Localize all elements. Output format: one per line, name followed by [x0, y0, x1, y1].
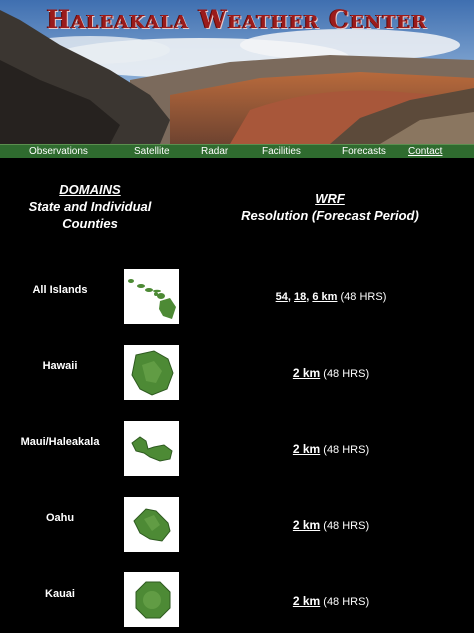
oahu-map-thumbnail[interactable] [124, 497, 179, 552]
domain-name-maui-haleakala: Maui/Haleakala [20, 436, 100, 448]
nav-contact[interactable]: Contact [408, 146, 443, 157]
kauai-island-icon [124, 572, 179, 627]
link-2km-oahu[interactable]: 2 km [292, 518, 321, 532]
wrf-resolution-kauai [236, 594, 426, 608]
main-navigation [0, 144, 474, 158]
all-islands-map-icon [124, 269, 179, 324]
domains-subtitle-line2: Counties [62, 216, 118, 231]
link-2km-kauai[interactable]: 2 km [292, 594, 321, 608]
maui-island-icon [124, 421, 179, 476]
link-6km[interactable]: 6 km [312, 291, 338, 303]
forecast-period: (48 HRS) [323, 596, 370, 608]
domain-name-all-islands: All Islands [32, 284, 88, 296]
oahu-island-icon [124, 497, 179, 552]
domains-header [10, 181, 170, 232]
nav-observations[interactable]: Observations [29, 146, 88, 157]
domain-name-oahu: Oahu [45, 512, 75, 524]
link-2km-hawaii[interactable]: 2 km [292, 366, 321, 380]
domains-title: DOMAINS [59, 182, 121, 197]
site-title: Haleakala Weather Center [46, 5, 428, 34]
link-18km[interactable]: 18 [294, 291, 307, 303]
hawaii-map-thumbnail[interactable] [124, 345, 179, 400]
wrf-resolution-maui [236, 442, 426, 456]
link-2km-maui[interactable]: 2 km [292, 442, 321, 456]
wrf-resolution-all-islands: 54, 18, 6 km (48 HRS) [275, 291, 387, 303]
nav-facilities[interactable]: Facilities [262, 146, 301, 157]
domain-name-kauai: Kauai [45, 588, 75, 600]
wrf-resolution-oahu [236, 518, 426, 532]
hawaii-island-icon [124, 345, 179, 400]
nav-satellite[interactable]: Satellite [134, 146, 170, 157]
wrf-header [220, 190, 440, 224]
kauai-map-thumbnail[interactable] [124, 572, 179, 627]
maui-map-thumbnail[interactable] [124, 421, 179, 476]
nav-radar[interactable]: Radar [201, 146, 229, 157]
wrf-title: WRF [315, 191, 345, 206]
all-islands-map-thumbnail[interactable] [124, 269, 179, 324]
forecast-period: (48 HRS) [323, 444, 370, 456]
link-54km[interactable]: 54 [275, 291, 288, 303]
forecast-period: (48 HRS) [323, 520, 370, 532]
domains-subtitle-line1: State and Individual [28, 199, 152, 214]
wrf-resolution-hawaii [236, 366, 426, 380]
nav-forecasts[interactable]: Forecasts [342, 146, 386, 157]
wrf-subtitle: Resolution (Forecast Period) [241, 208, 419, 223]
forecast-period: (48 HRS) [340, 291, 387, 303]
domain-name-hawaii: Hawaii [42, 360, 78, 372]
forecast-period: (48 HRS) [323, 368, 370, 380]
header-banner [0, 0, 474, 144]
